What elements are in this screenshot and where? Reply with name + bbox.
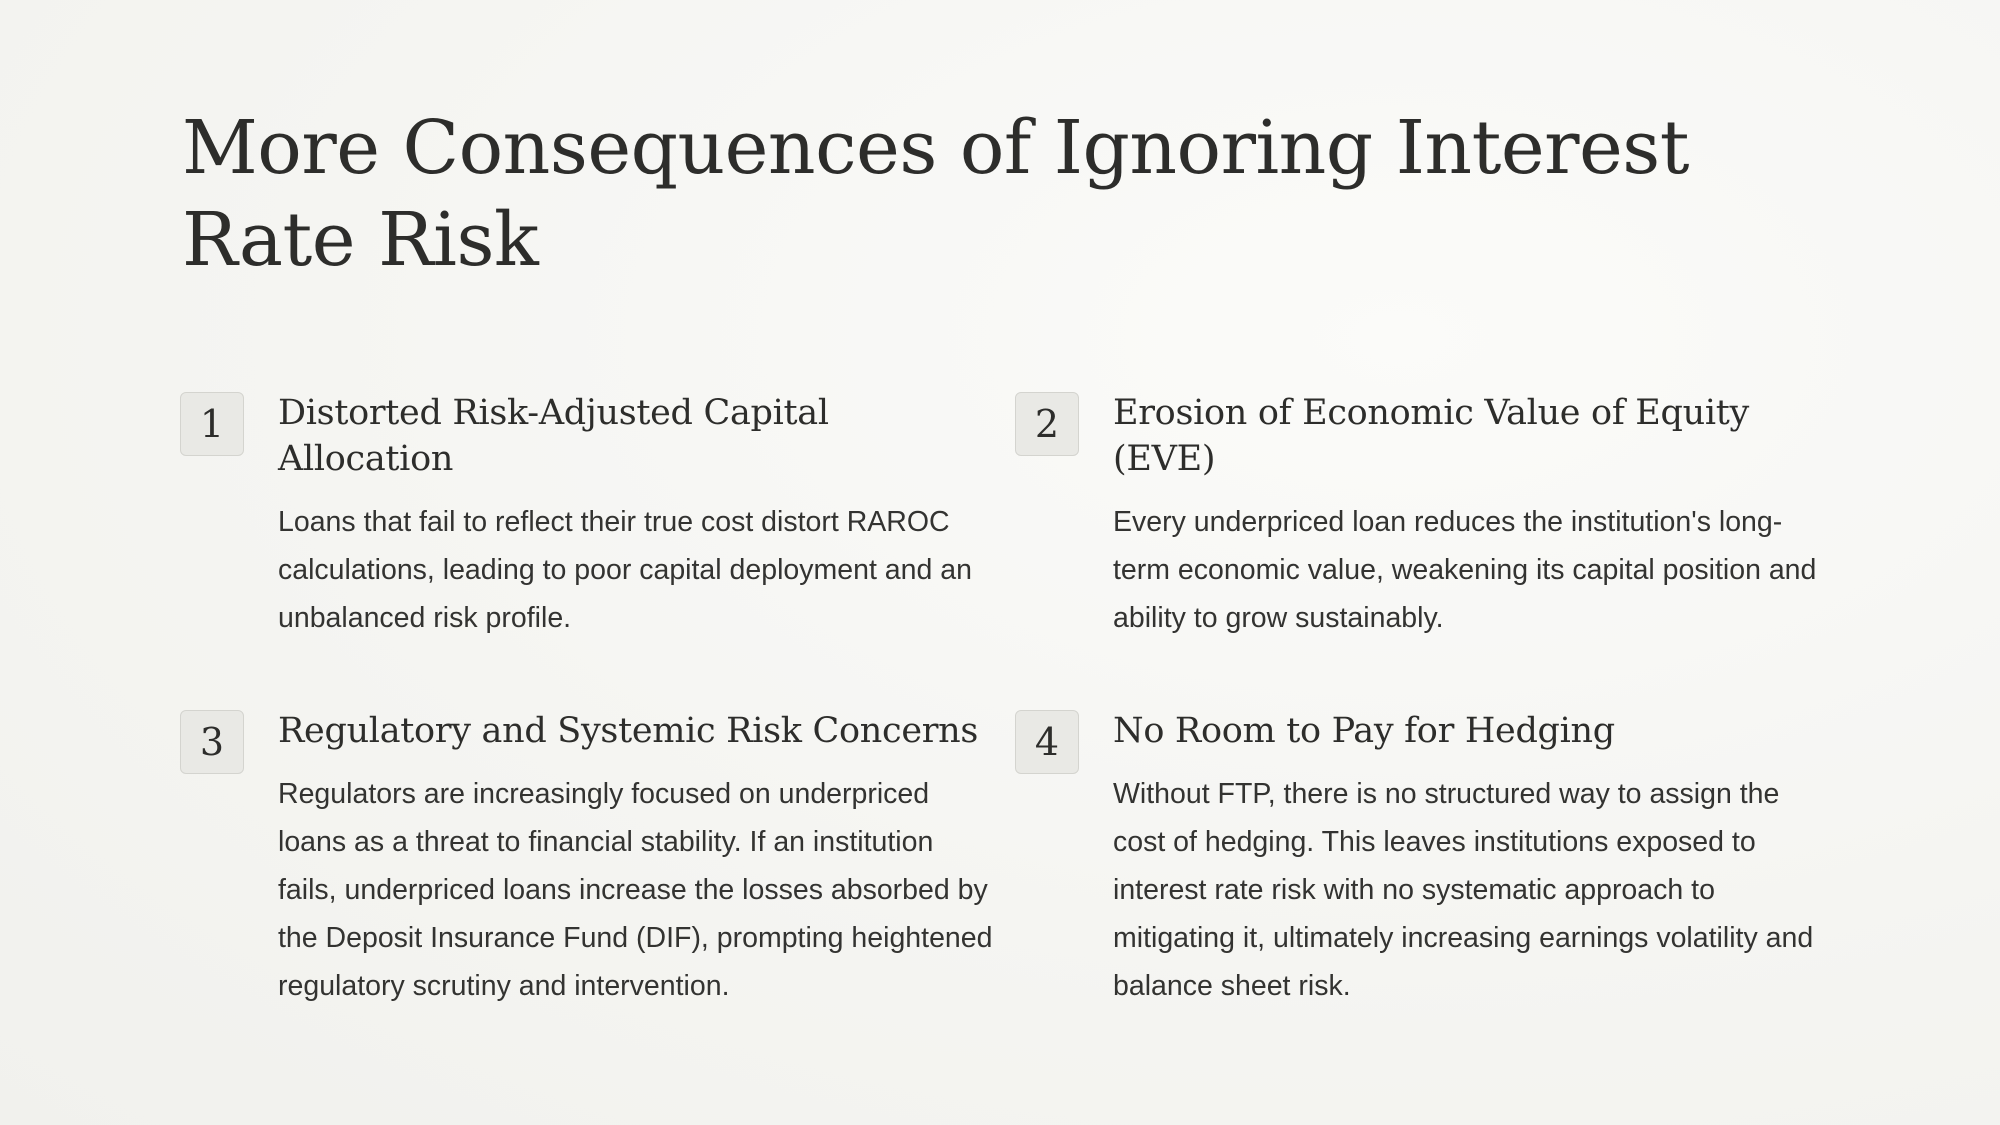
item-heading: Erosion of Economic Value of Equity (EVE) xyxy=(1113,393,1750,479)
item-number-badge: 1 xyxy=(180,392,244,456)
item-number-badge: 2 xyxy=(1015,392,1079,456)
item-body xyxy=(1113,390,1833,642)
slide-title: More Consequences of Ignoring Interest Rate Risk xyxy=(182,105,1689,283)
item-number-badge: 3 xyxy=(180,710,244,774)
item-heading: Distorted Risk-Adjusted Capital Allocation xyxy=(278,393,829,479)
item-description: Regulators are increasingly focused on underpriced loans as a threat to financial stability. If an institution fails, underpriced loans increase the losses absorbed by the Deposit Insurance Fund (DIF), prompting heightened regulatory scrutiny and intervention. xyxy=(278,778,993,1002)
item-description: Without FTP, there is no structured way to assign the cost of hedging. This leaves institutions exposed to interest rate risk with no systematic approach to mitigating it, ultimately increasing earnings volatility and balance sheet risk. xyxy=(1113,778,1814,1002)
item-body xyxy=(278,708,998,1010)
item-heading: No Room to Pay for Hedging xyxy=(1113,711,1615,751)
item-description: Loans that fail to reflect their true cost distort RAROC calculations, leading to poor capital deployment and an unbalanced risk profile. xyxy=(278,506,972,634)
item-body xyxy=(278,390,998,642)
item-description: Every underpriced loan reduces the institution's long-term economic value, weakening its capital position and ability to grow sustainably. xyxy=(1113,506,1817,634)
item-body xyxy=(1113,708,1833,1010)
item-number-badge: 4 xyxy=(1015,710,1079,774)
item-heading: Regulatory and Systemic Risk Concerns xyxy=(278,711,979,751)
